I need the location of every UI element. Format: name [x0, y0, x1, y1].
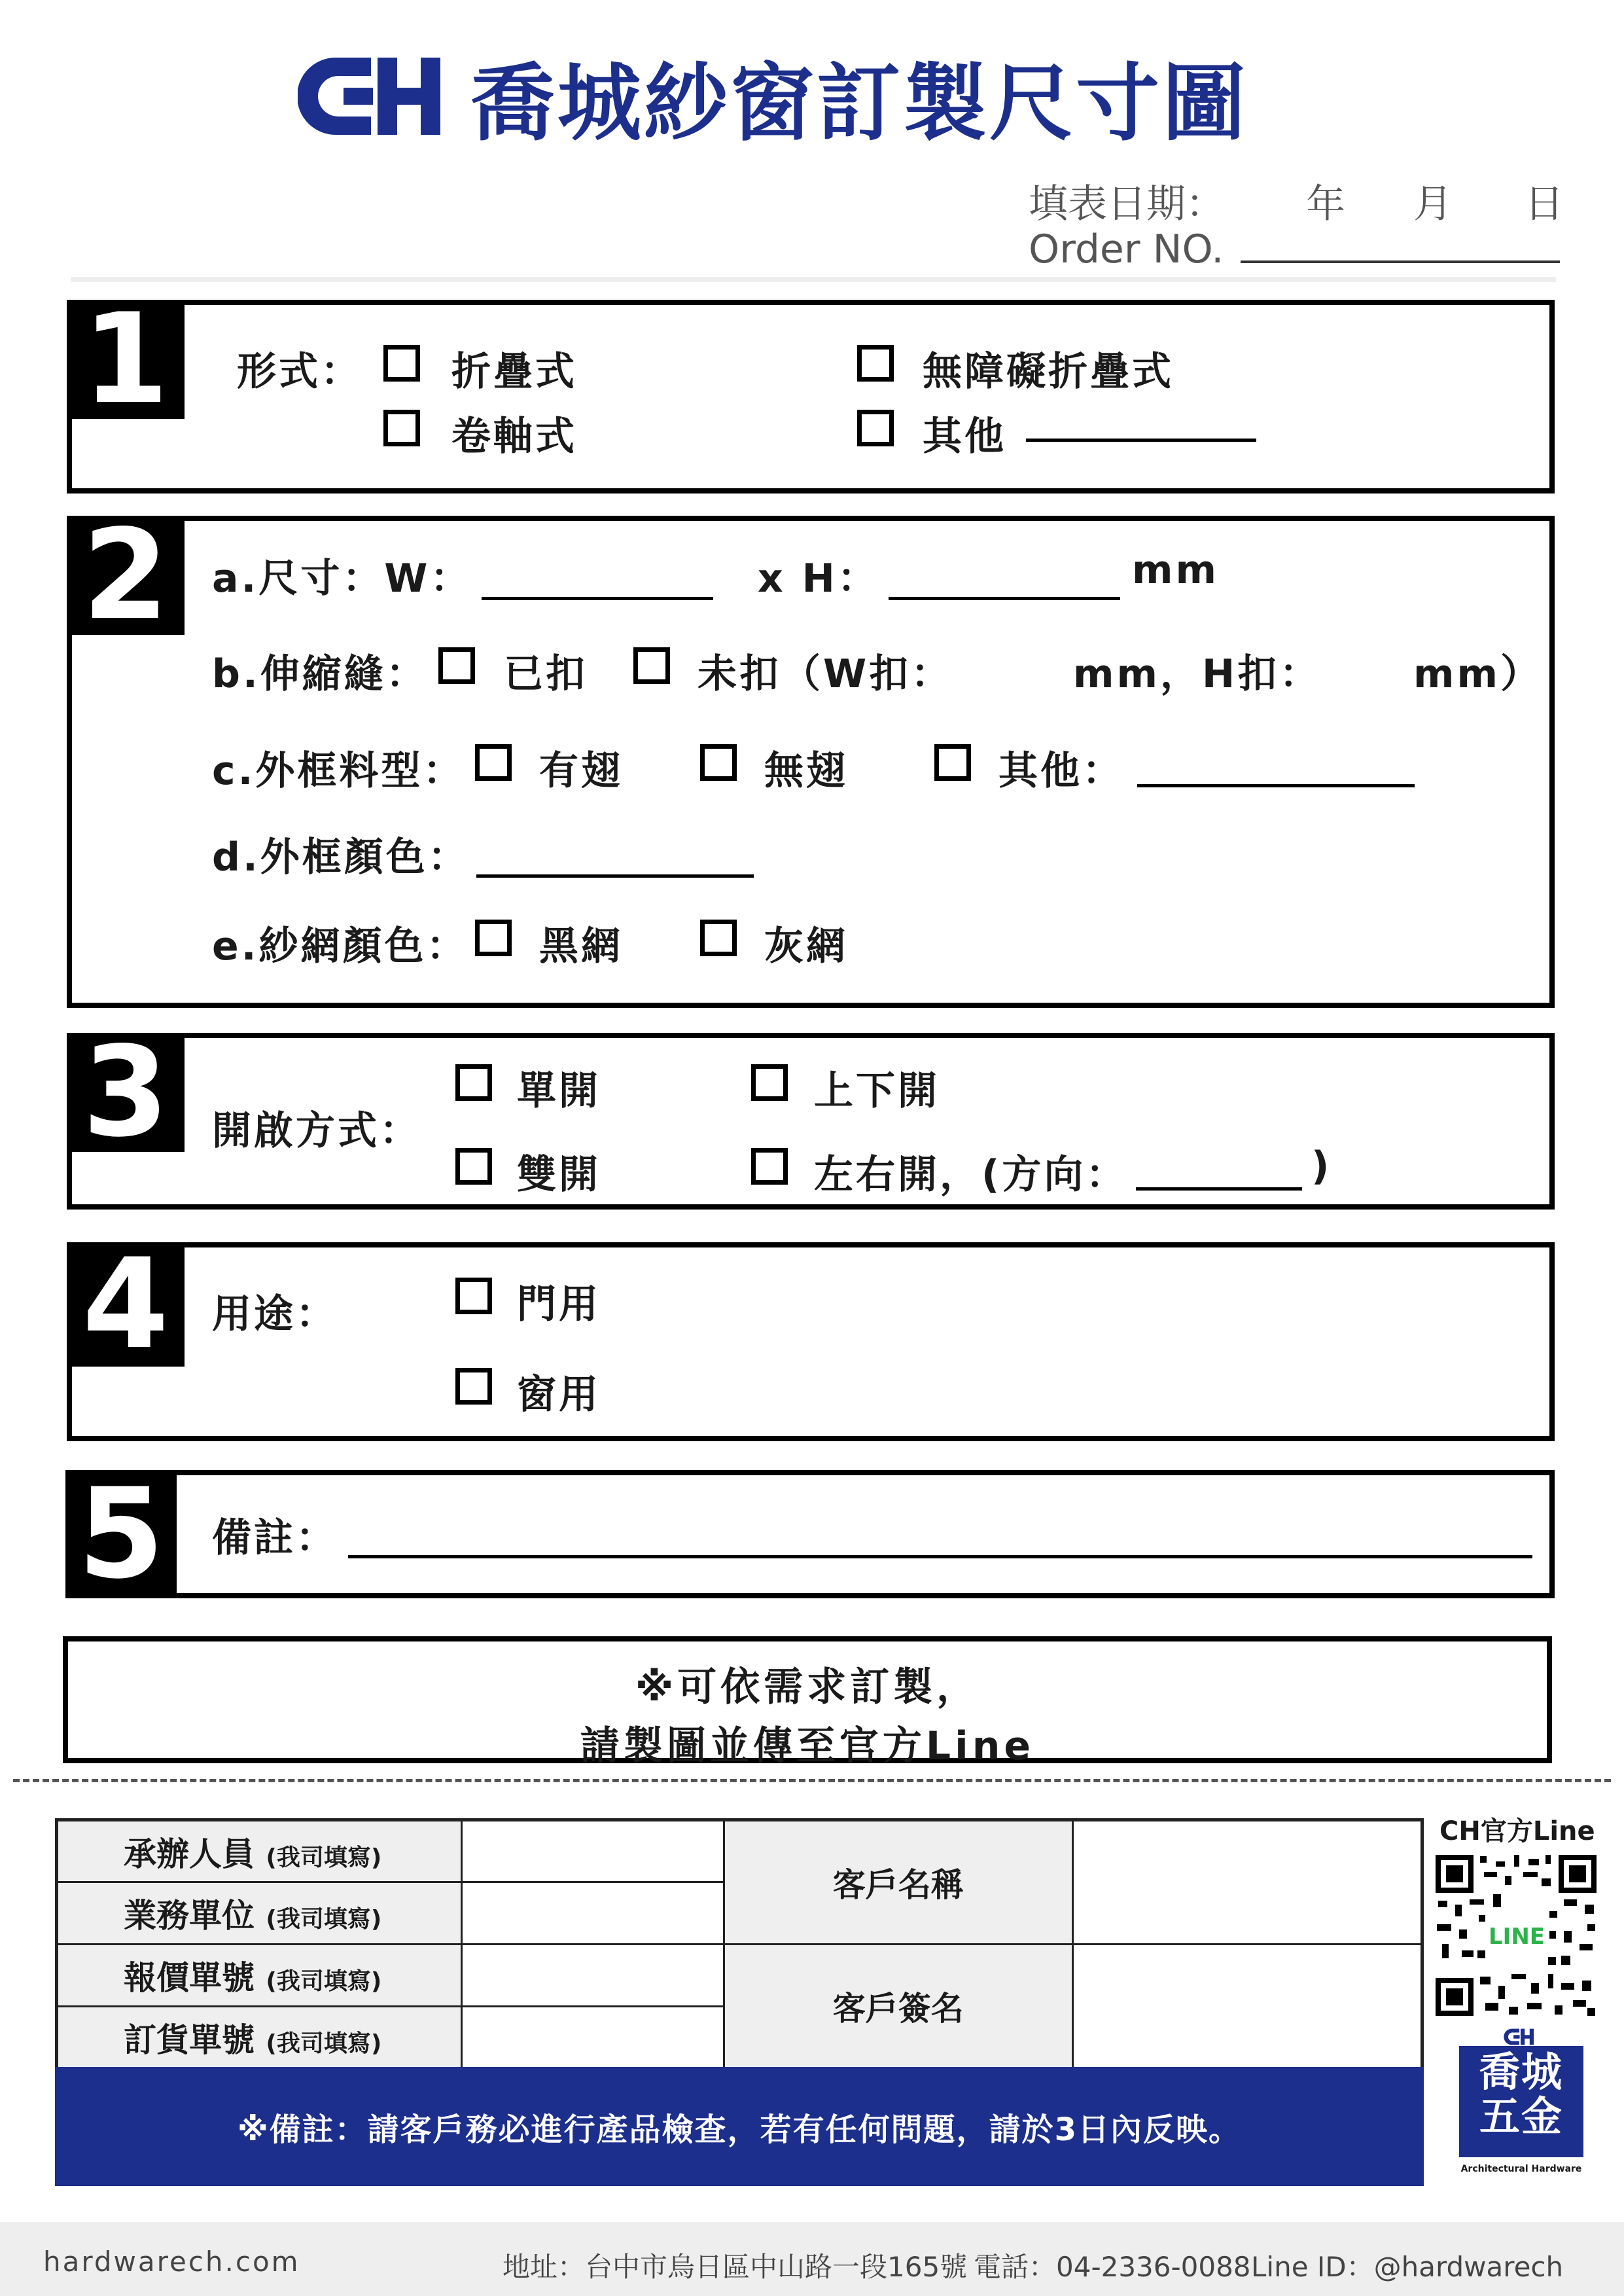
footer-line-id: Line ID：@hardwarech [1251, 2251, 1564, 2283]
frame-color-blank[interactable] [476, 874, 754, 878]
section-3-number: 3 [67, 1033, 185, 1152]
section-4 [67, 1242, 1555, 1441]
brand-name-1: 喬城 [1479, 2048, 1563, 2096]
header-divider [71, 277, 1556, 282]
notice-line-2: 請製圖並傳至官方Line [580, 1723, 1035, 1769]
frame-other: 其他： [998, 748, 1124, 794]
inspection-remark: ※備註：請客戶務必進行產品檢查，若有任何問題，請於3日內反映。 [55, 2067, 1424, 2186]
checkbox-roller[interactable] [383, 410, 420, 446]
date-month: 月 [1413, 181, 1453, 227]
notice-line-1: ※可依需求訂製， [635, 1664, 980, 1710]
section-4-number: 4 [67, 1242, 185, 1367]
type-label: 形式： [237, 349, 362, 395]
customer-name-cell[interactable] [1072, 1820, 1422, 1945]
checkbox-seam-not-deducted[interactable] [633, 647, 670, 684]
checkbox-frame-with-fin[interactable] [475, 744, 512, 781]
row-sales-unit: 業務單位 (我司填寫) [57, 1882, 462, 1945]
line-badge: LINE [1489, 1924, 1545, 1950]
footer-website[interactable]: hardwarech.com [43, 2246, 300, 2278]
page-title: 喬城紗窗訂製尺寸圖 [471, 55, 1249, 152]
option-double-open: 雙開 [517, 1152, 601, 1198]
footer [0, 2222, 1624, 2296]
customer-name-label: 客戶名稱 [724, 1820, 1072, 1945]
row-handler: 承辦人員 (我司填寫) [57, 1820, 462, 1882]
option-vertical-open: 上下開 [814, 1068, 940, 1114]
checkbox-frame-other[interactable] [934, 744, 971, 781]
width-blank[interactable] [482, 597, 713, 600]
checkbox-folding[interactable] [383, 345, 420, 382]
checkbox-frame-no-fin[interactable] [700, 744, 737, 781]
line-qr-code[interactable] [1433, 1852, 1599, 2018]
seam-deducted: 已扣 [504, 651, 588, 697]
checkbox-mesh-black[interactable] [475, 920, 512, 956]
brand-logo-box [1459, 2046, 1583, 2157]
seam-not-deducted: 未扣（W扣： [697, 651, 953, 697]
row-order-no: 訂貨單號 (我司填寫) [57, 2007, 462, 2069]
option-window-use: 窗用 [517, 1372, 601, 1418]
seam-label: b.伸縮縫： [212, 651, 428, 697]
ch-logo [298, 52, 445, 140]
checkbox-type-other[interactable] [857, 410, 894, 446]
remarks-label: 備註： [212, 1515, 338, 1561]
checkbox-window-use[interactable] [455, 1368, 492, 1405]
date-year: 年 [1306, 181, 1345, 227]
section-5-number: 5 [65, 1470, 177, 1598]
size-unit: mm [1132, 547, 1220, 593]
checkbox-mesh-gray[interactable] [700, 920, 737, 956]
size-label: a.尺寸：W： [212, 556, 472, 601]
customer-sign-cell[interactable] [1072, 1945, 1422, 2069]
brand-name-2: 五金 [1479, 2092, 1563, 2140]
option-horizontal-open: 左右開，(方向： [814, 1152, 1128, 1198]
order-label: Order NO. [1029, 226, 1224, 272]
quote-no-cell[interactable] [462, 1945, 724, 2007]
mesh-black: 黑網 [539, 924, 623, 969]
order-number-blank[interactable] [1241, 260, 1560, 263]
checkbox-double-open[interactable] [455, 1148, 492, 1185]
handler-cell[interactable] [462, 1820, 724, 1882]
date-label: 填表日期： [1029, 181, 1225, 227]
section-2-number: 2 [67, 516, 185, 635]
checkbox-seam-deducted[interactable] [438, 647, 475, 684]
sales-unit-cell[interactable] [462, 1882, 724, 1945]
seam-w-unit: mm，H扣： [1073, 651, 1322, 697]
height-blank[interactable] [889, 597, 1120, 600]
frame-no-fin: 無翅 [764, 748, 848, 794]
cut-line [13, 1779, 1611, 1782]
remarks-blank[interactable] [348, 1555, 1532, 1558]
checkbox-barrier-free-folding[interactable] [857, 345, 894, 382]
line-qr-title: CH官方Line [1439, 1816, 1595, 1846]
frame-color-label: d.外框顏色： [212, 834, 470, 880]
checkbox-horizontal-open[interactable] [751, 1148, 788, 1185]
frame-other-blank[interactable] [1137, 784, 1415, 787]
footer-address: 地址：台中市烏日區中山路一段165號 [503, 2251, 968, 2283]
height-label: x H： [758, 556, 879, 601]
frame-with-fin: 有翅 [539, 748, 623, 794]
header [298, 47, 1249, 152]
type-other-blank[interactable] [1026, 439, 1256, 442]
option-door-use: 門用 [517, 1282, 601, 1327]
section-1 [67, 300, 1555, 493]
option-single-open: 單開 [517, 1068, 601, 1114]
brand-subtitle: Architectural Hardware [1460, 2164, 1582, 2174]
seam-h-unit: mm） [1413, 651, 1543, 697]
mesh-color-label: e.紗網顏色： [212, 924, 468, 969]
option-type-other: 其他 [923, 414, 1006, 459]
usage-label: 用途： [212, 1291, 338, 1337]
row-quote-no: 報價單號 (我司填寫) [57, 1945, 462, 2007]
brand-mini-logo [1502, 2028, 1536, 2046]
frame-profile-label: c.外框料型： [212, 748, 465, 794]
section-1-number: 1 [67, 300, 185, 419]
direction-close: ) [1311, 1143, 1332, 1189]
footer-phone: 電話：04-2336-0088 [974, 2251, 1251, 2283]
date-day: 日 [1525, 181, 1564, 227]
checkbox-door-use[interactable] [455, 1278, 492, 1314]
customer-sign-label: 客戶簽名 [724, 1945, 1072, 2069]
checkbox-single-open[interactable] [455, 1064, 492, 1101]
custom-order-notice [63, 1636, 1552, 1769]
direction-blank[interactable] [1136, 1187, 1302, 1191]
option-barrier-free-folding: 無障礙折疊式 [923, 349, 1174, 395]
option-roller: 卷軸式 [451, 414, 577, 459]
checkbox-vertical-open[interactable] [751, 1064, 788, 1101]
order-no-cell[interactable] [462, 2007, 724, 2069]
opening-label: 開啟方式： [212, 1108, 421, 1154]
option-folding: 折疊式 [451, 349, 577, 395]
mesh-gray: 灰網 [764, 924, 848, 969]
office-use-table [55, 1818, 1424, 2070]
